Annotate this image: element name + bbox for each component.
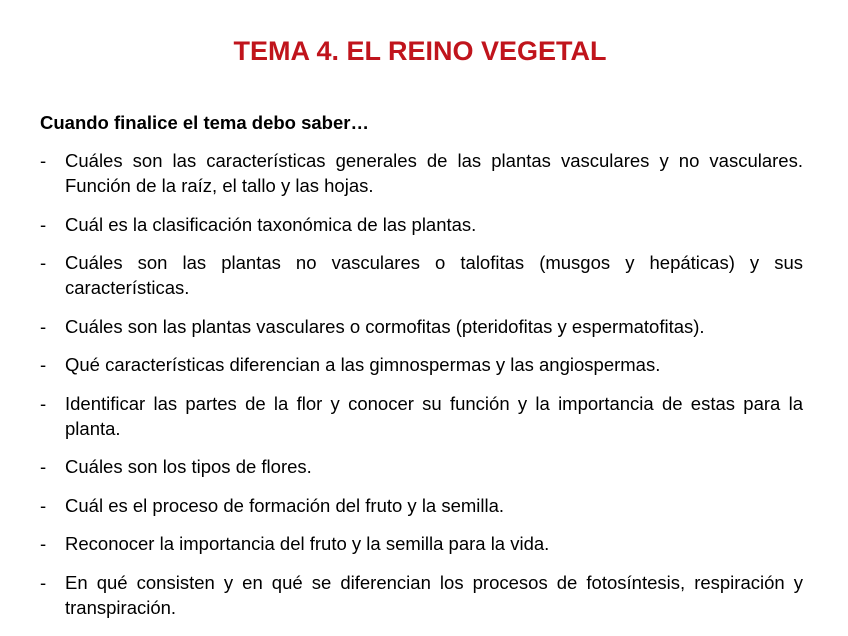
bullet-dash: - <box>40 533 47 554</box>
list-item-text: Cuáles son las plantas vasculares o cormofitas (pteridofitas y espermatofitas). <box>65 315 705 337</box>
bullet-dash: - <box>40 315 47 337</box>
list-item-text: Qué características diferencian a las gimnospermas y las angiospermas. <box>65 354 661 375</box>
list-item-text: Cuáles son las características generales de las plantas vasculares y no vasculares. Función de la raíz, el tallo y las hojas. <box>65 150 803 196</box>
list-item <box>40 454 803 479</box>
list-item <box>40 314 803 339</box>
list-item <box>40 531 803 556</box>
list-item-text: Identificar las partes de la flor y conocer su función y la importancia de estas para la planta. <box>65 392 803 439</box>
list-item <box>40 493 803 518</box>
list-item-text: Reconocer la importancia del fruto y la semilla para la vida. <box>65 533 550 554</box>
list-item <box>40 148 803 198</box>
learning-objectives-list <box>40 148 803 633</box>
list-item-text: Cuál es la clasificación taxonómica de las plantas. <box>65 213 477 235</box>
section-subtitle: Cuando finalice el tema debo saber… <box>40 112 369 133</box>
list-item-text: Cuáles son los tipos de flores. <box>65 456 312 477</box>
list-item-text: Cuáles son las plantas no vasculares o talofitas (musgos y hepáticas) y sus características. <box>65 252 803 298</box>
list-item-text: En qué consisten y en qué se diferencian los procesos de fotosíntesis, respiración y transpiración. <box>65 571 803 618</box>
bullet-dash: - <box>40 252 47 273</box>
list-item-text: Cuál es el proceso de formación del fruto y la semilla. <box>65 494 505 516</box>
list-item <box>40 250 803 300</box>
bullet-dash: - <box>40 494 47 516</box>
list-item <box>40 352 803 377</box>
list-item <box>40 212 803 237</box>
list-item <box>40 391 803 441</box>
bullet-dash: - <box>40 354 47 375</box>
list-item <box>40 570 803 620</box>
bullet-dash: - <box>40 392 47 414</box>
bullet-dash: - <box>40 150 47 171</box>
bullet-dash: - <box>40 456 47 477</box>
bullet-dash: - <box>40 571 47 593</box>
bullet-dash: - <box>40 213 47 235</box>
page-title: TEMA 4. EL REINO VEGETAL <box>233 36 607 66</box>
